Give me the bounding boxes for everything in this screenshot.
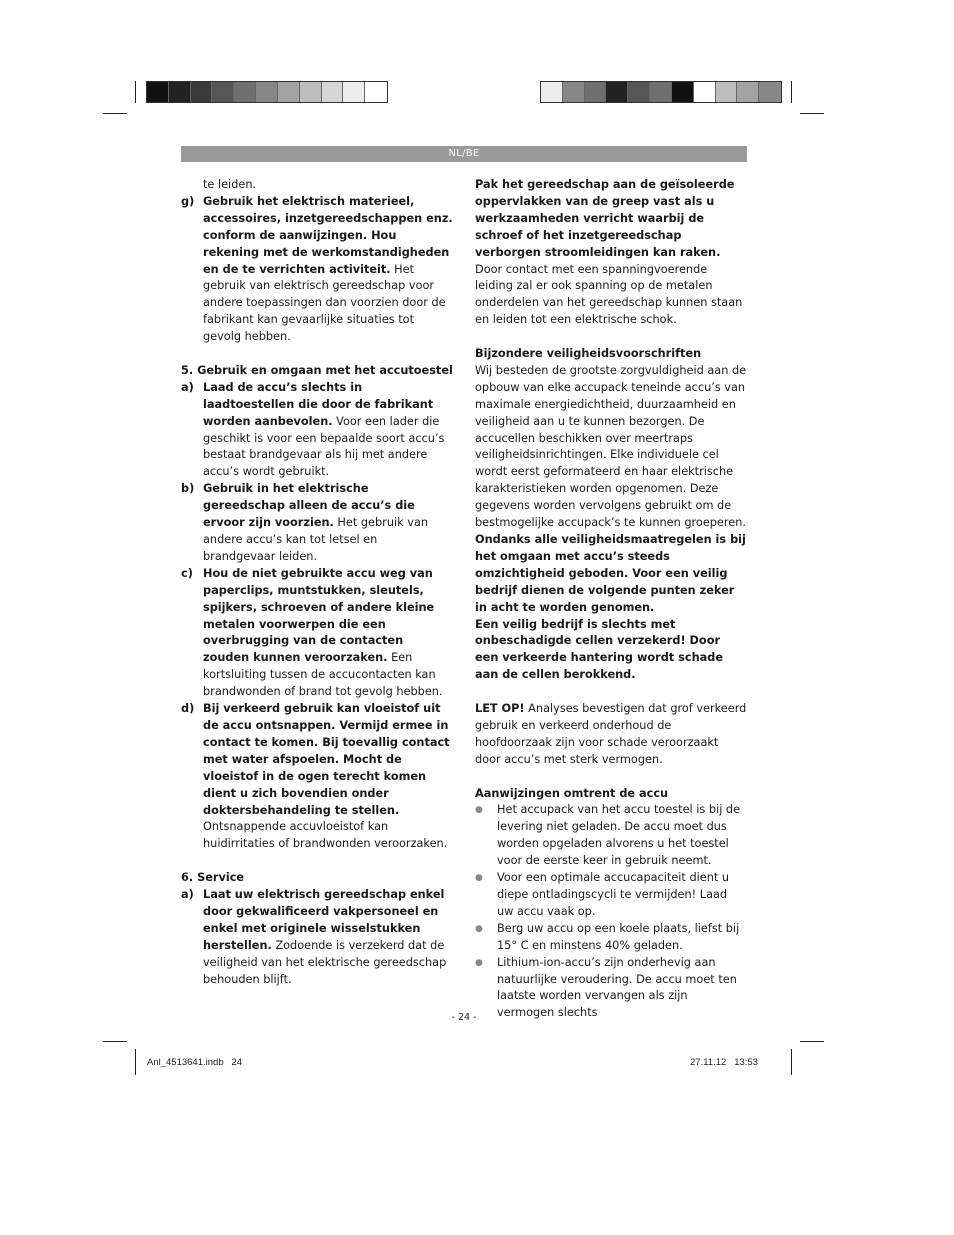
left-column [181,177,453,988]
color-swatch [212,82,234,102]
paragraph: Wij besteden de grootste zorgvuldigheid aan de opbouw van elke accupack teneinde accu’s van maximale energiedichtheid, duurzaamheid en veiligheid aan u te kunnen bezorgen. De accucellen beschikken over meertraps veiligheidsinrichtingen. Elke individuele cel wordt eerst geformateerd en haar elektrische karakteristieken worden opgenomen. Deze gegevens worden vervolgens gebruikt om de bestmogelijke accupack’s te kunnen groeperen. Ondanks alle veiligheidsmaatregelen is bij het omgaan met accu’s steeds omzichtigheid geboden. Voor een veilig bedrijf dienen de volgende punten zeker in acht te worden genomen. [475,363,747,614]
bullet-icon: ● [475,923,483,934]
color-swatch [343,82,365,102]
crop-mark [791,81,792,103]
bullet-item: ● Voor een optimale accucapaciteit dient u diepe ontladingscycli te vermijden! Laad uw accu vaak op. [475,870,747,921]
color-swatch [716,82,738,102]
bullet-item: ● Het accupack van het accu toestel is bij de levering niet geladen. De accu moet dus worden opgeladen alvorens u het toestel voor de eerste keer in gebruik neemt. [475,802,747,870]
crop-mark [791,1049,792,1075]
crop-mark [103,1041,127,1042]
color-swatch [606,82,628,102]
color-swatch [541,82,563,102]
section-heading: Aanwijzingen omtrent de accu [475,786,669,800]
bullet-item: ● Lithium-ion-accu’s zijn onderhevig aan natuurlijke veroudering. De accu moet ten laatste worden vervangen als zijn vermogen slechts [475,955,747,1023]
color-swatch [147,82,169,102]
crop-mark [135,81,136,103]
color-swatch [672,82,694,102]
section-heading: 5. Gebruik en omgaan met het accutoestel [181,363,453,377]
color-calibration-strip-right [540,81,782,103]
color-swatch [737,82,759,102]
file-name: Anl_4513641.indb 24 [147,1057,243,1068]
color-swatch [169,82,191,102]
list-item: d) Bij verkeerd gebruik kan vloeistof uit de accu ontsnappen. Vermijd ermee in contact te komen. Bij toevallig contact met water afspoelen. Mocht de vloeistof in de ogen terecht komen dient u zich bovendien onder doktersbehandeling te stellen. Ontsnappende accuvloeistof kan huidirritaties of brandwonden veroorzaken. [181,702,450,851]
list-item: a) Laat uw elektrisch gereedschap enkel door gekwalificeerd vakpersoneel en enkel met originele wisselstukken herstellen. Zodoende is verzekerd dat de veiligheid van het elektrische gereedschap behouden blijft. [181,888,447,986]
section-heading: Bijzondere veiligheidsvoorschriften [475,347,702,361]
section-heading: 6. Service [181,871,245,885]
list-item: b) Gebruik in het elektrische gereedschap alleen de accu’s die ervoor zijn voorzien. Het gebruik van andere accu’s kan tot letsel en brandgevaar leiden. [181,482,429,563]
color-swatch [563,82,585,102]
crop-mark [103,113,127,114]
color-calibration-strip-left [146,81,388,103]
color-swatch [365,82,387,102]
color-swatch [234,82,256,102]
crop-mark [135,1049,136,1075]
bullet-item: ● Berg uw accu op een koele plaats, liefst bij 15° C en minstens 40% geladen. [475,921,747,955]
page-number: - 24 - [451,1012,477,1023]
color-swatch [694,82,716,102]
right-column [475,177,747,1022]
language-label: NL/BE [448,148,480,159]
color-swatch [628,82,650,102]
color-swatch [759,82,781,102]
bullet-icon: ● [475,957,483,968]
color-swatch [300,82,322,102]
continued-text: te leiden. [203,178,257,191]
bullet-icon: ● [475,805,483,816]
bullet-icon: ● [475,873,483,884]
paragraph: Pak het gereedschap aan de geïsoleerde oppervlakken van de greep vast als u werkzaamheden verricht waarbij de schroef of het inzetgereedschap verborgen stroomleidingen kan raken. Door contact met een spanningvoerende leiding zal er ook spanning op de metalen onderdelen van het gereedschap kunnen staan en leiden tot een elektrische schok. [475,178,743,327]
print-timestamp: 27.11.12 13:53 [690,1057,758,1068]
color-swatch [256,82,278,102]
list-item-g: g) Gebruik het elektrisch materieel, accessoires, inzetgereedschappen enz. conform de aanwijzingen. Hou rekening met de werkomstandigheden en de te verrichten activiteit. Het gebruik van elektrisch gereedschap voor andere toepassingen dan voorzien door de fabrikant kan gevaarlijke situaties tot gevolg hebben. [181,194,453,344]
color-swatch [322,82,344,102]
crop-mark [800,113,824,114]
color-swatch [278,82,300,102]
color-swatch [191,82,213,102]
language-header-bar [181,146,747,162]
list-item: a) Laad de accu’s slechts in laadtoestellen die door de fabrikant worden aanbevolen. Voor een lader die geschikt is voor een bepaalde soort accu’s bestaat brandgevaar als hij met andere accu’s wordt gebruikt. [181,380,445,479]
warning-paragraph: LET OP! Analyses bevestigen dat grof verkeerd gebruik en verkeerd onderhoud de hoofdoorzaak zijn voor schade veroorzaakt door accu’s met sterk vermogen. [475,702,747,766]
list-item: c) Hou de niet gebruikte accu weg van paperclips, muntstukken, sleutels, spijkers, schroeven of andere kleine metalen voorwerpen die een overbrugging van de contacten zouden kunnen veroorzaken. Een kortsluiting tussen de accucontacten kan brandwonden of brand tot gevolg hebben. [181,566,443,699]
paragraph: Een veilig bedrijf is slechts met onbeschadigde cellen verzekerd! Door een verkeerde hantering wordt schade aan de cellen berokkend. [475,617,723,682]
crop-mark [800,1041,824,1042]
color-swatch [585,82,607,102]
color-swatch [650,82,672,102]
